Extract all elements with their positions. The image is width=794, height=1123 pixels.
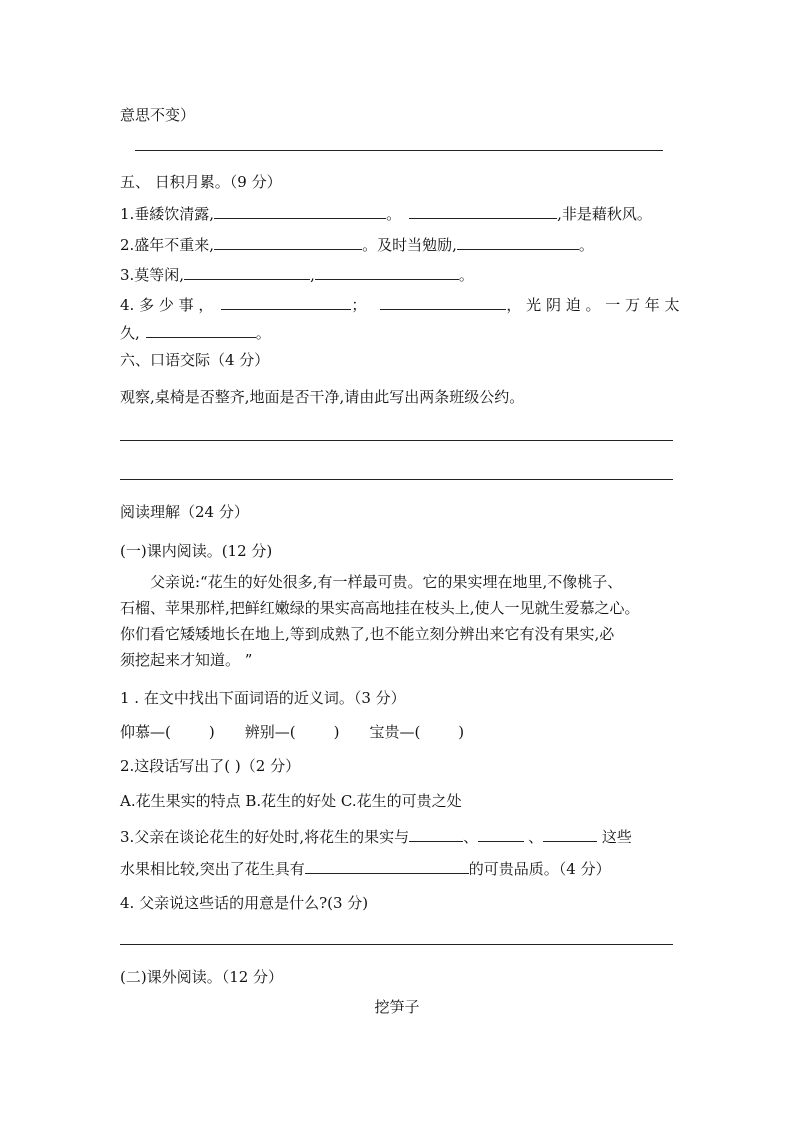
passage-line: 你们看它矮矮地长在地上,等到成熟了,也不能立刻分辨出来它有没有果实,必 [120,625,615,643]
question-text: ， 光 阴 迫 。 一 万 年 太 [506,296,680,314]
reading-question-2: 2.这段话写出了( )（2 分） [120,757,301,775]
passage-title: 挖笋子 [374,998,420,1016]
question-text: ； [351,296,367,314]
fill-blank[interactable] [543,826,597,842]
passage-line: 石榴、苹果那样,把鲜红嫩绿的果实高高地挂在枝头上,使人一见就生爱慕之心。 [120,599,640,617]
synonym-item: ) [458,723,465,741]
fill-blank[interactable] [146,322,256,338]
fill-blank[interactable] [478,826,524,842]
question-5-4 [120,294,680,315]
fill-blank[interactable] [380,294,506,310]
fill-blank[interactable] [221,294,351,310]
passage-line: 父亲说:“花生的好处很多,有一样最可贵。它的果实埋在地里,不像桃子、 [150,573,623,591]
question-text: 、 [463,828,479,846]
answer-line[interactable] [120,440,673,441]
question-text: 这些 [597,828,632,846]
question-5-4-cont [120,322,271,343]
question-text: 的可贵品质。（4 分） [468,860,611,878]
question-text: ,非是藉秋风。 [557,205,652,223]
question-text: 水果相比较,突出了花生具有 [120,860,305,878]
question-text: 4. 多 少 事 ， [120,296,214,314]
question-text: 。 [458,266,474,284]
question-text: 。及时当勉励, [362,236,457,254]
question-text: 3.父亲在谈论花生的好处时,将花生的果实与 [120,828,410,846]
synonym-item: 仰慕—( [120,723,171,741]
reading-question-4: 4. 父亲说这些话的用意是什么?(3 分) [120,894,369,912]
fill-blank[interactable] [409,203,557,219]
reading-question-3-cont [120,858,611,879]
synonym-item: ) [333,723,340,741]
answer-line[interactable] [120,479,673,480]
question-text: 2.盛年不重来, [120,236,215,254]
question-text: 、 [528,828,544,846]
reading-part-2-heading: (二)课外阅读。（12 分） [120,968,284,986]
fill-blank[interactable] [184,264,310,280]
section-5-heading: 五、 日积月累。（9 分） [120,173,282,191]
question-text: 3.莫等闲, [120,266,185,284]
reading-question-1: 1 . 在文中找出下面词语的近义词。（3 分） [120,689,406,707]
answer-line[interactable] [135,150,663,151]
question-text: 。 [386,205,402,223]
fill-blank[interactable] [409,826,463,842]
question-text: 。 [255,324,271,342]
fill-blank[interactable] [214,203,386,219]
question-5-2 [120,234,594,255]
question-text: 久, [120,324,140,342]
synonym-item: 辨别—( [244,723,296,741]
continued-text: 意思不变） [120,106,196,124]
reading-heading: 阅读理解（24 分） [120,503,249,521]
fill-blank[interactable] [305,858,469,874]
synonym-item: ) [208,723,215,741]
reading-part-1-heading: (一)课内阅读。(12 分) [120,542,273,560]
section-6-question: 观察,桌椅是否整齐,地面是否干净,请由此写出两条班级公约。 [120,388,525,406]
question-text: , [310,266,315,284]
fill-blank[interactable] [457,234,579,250]
synonym-item: 宝贵—( [369,723,421,741]
fill-blank[interactable] [315,264,459,280]
reading-question-2-options: A.花生果实的特点 B.花生的好处 C.花生的可贵之处 [120,792,462,810]
synonym-row [120,722,464,742]
question-5-3 [120,264,474,285]
question-text: 1.垂緌饮清露, [120,205,215,223]
answer-line[interactable] [120,944,673,945]
fill-blank[interactable] [214,234,362,250]
question-text: 。 [578,236,594,254]
passage-line: 须挖起来才知道。 ” [120,651,253,669]
reading-question-3 [120,826,632,847]
section-6-heading: 六、口语交际（4 分） [120,351,270,369]
question-5-1 [120,203,652,224]
